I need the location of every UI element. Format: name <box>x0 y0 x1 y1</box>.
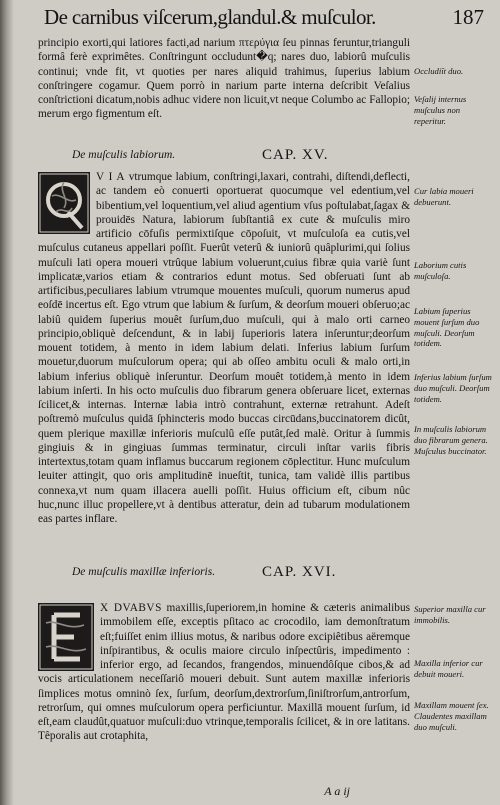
chapter-lead: V I A <box>96 171 126 183</box>
marginal-note: Cur labia moueri debuerunt. <box>414 186 474 207</box>
signature-mark: A a ij <box>324 784 350 798</box>
chapter-xv-text: vtrumque labium, conſtringi,laxari, contrahi, diſtendi,deflecti, ac tandem eò conuerti oportuerat quocumque vel edentium,vel bibentium,vel loquentium,vel aliud agentium vſus poſtulabat,ſagax & prouidēs Natura, labiorum ſubſtantiâ ex cute & muſculis miro artificio cōfuſis permixtiſque cōpoſuit, vt muſculoſa ea cutis,vel muſculus cutaneus appellari poſſit. Fuerût veterû & iuniorû quâplurimi,qui ſolius muſculi lati opera moueri vtrûque labium voluerunt,cuius fibræ quia variè ſunt implicatæ,varios etiam & contrarios edunt motus. Sed obſeruati ſunt ab artificibus,peculiares labium vtrumque mouentes muſculi, quorum numerus apud eoſdē incertus eſt. Ego vtrum que labium & ſurſum, & deorſum moueri obſeruo;ac labiû quidem ſuperius mouêt ſurſum,duo muſculi, qui à malo orti carneo principio,obliquè deſcendunt, & in labij ſuperioris latera inſeruntur;deorſum mouent totidem, à mento in idem labium delati. Inferius labium ſurſum mouetur,duorum muſculorum opera; qui ab oſſeo ambitu oculi & malo orti,in labium inferius obliquè inſeruntur. Deorſum mouêt totidem,à mento in idem labium inſerti. In his octo muſculis duo fibrarum genera obſeruare licet, externas ſcilicet,& internas. Internæ labia intrò contrahunt, externæ retrahunt. Adeſt poſtremò muſculus quidā ſphincteris modo buccas circūdans,buccinatorem dicût, quem plerique maxillæ inferioris muſculû eſſe putât,ſed malè. Oritur à ſummis gingiuis & in gingiuas ſummas terminatur, circuli inſtar variis fibris intertextus,totam quam inflamus buccarum regionem cōplectitur. Hunc muſculum leuiter attingit, quo oris amplitudinē inueſtit, tunica, tam validè illis partibus connexa,vt num quam illacera auelli poſſit. Huius officium eſt, cibum nûc huc,nunc illuc propellere,vt à dentibus atteratur, dein ad tubarum modulationem eas partes inflare. <box>38 171 410 525</box>
ornament-q-icon <box>38 172 90 234</box>
chapter-number: CAP. XV. <box>262 147 329 163</box>
marginal-note: In muſculis labiorum duo fibrarum genera. Muſculus buccinator. <box>414 424 488 456</box>
decorated-initial-q <box>38 172 90 234</box>
marginal-note: Occludiīt duo. <box>414 66 464 76</box>
marginal-note: Superior maxilla cur immobilis. <box>414 604 486 625</box>
decorated-initial-e <box>38 603 94 671</box>
chapter-heading-xvi <box>72 564 412 582</box>
running-header <box>44 3 484 33</box>
running-title: De carnibus viſcerum,glandul.& muſculor. <box>44 5 376 29</box>
chapter-lead: X DVABVS <box>100 602 162 614</box>
marginal-note: Laborium cutis muſculoſa. <box>414 260 467 281</box>
chapter-subtitle: De muſculis labiorum. <box>72 149 176 161</box>
marginal-note: Veſalij internus muſculus non reperitur. <box>414 94 467 126</box>
chapter-subtitle: De muſculis maxillæ inferioris. <box>72 566 216 578</box>
intro-paragraph <box>38 36 410 122</box>
ornament-e-icon <box>38 603 94 671</box>
chapter-xv-body <box>38 170 410 526</box>
marginal-note: Maxilla inferior cur debuit moueri. <box>414 658 483 679</box>
chapter-number: CAP. XVI. <box>262 564 337 580</box>
page-number: 187 <box>452 5 484 29</box>
marginal-note: Labium ſuperius mouent ſurſum duo muſculi. Deorſum totidem. <box>414 306 480 349</box>
marginal-note: Maxillam mouent ſex. Claudentes maxillam duo muſculi. <box>414 700 489 732</box>
chapter-xvi-body <box>38 601 410 744</box>
page-gutter-shadow <box>0 0 14 805</box>
chapter-xvi-text: maxillis,ſuperiorem,in homine & cæteris animalibus immobilem eſſe, exceptis pſitaco ac crocodilo, iam demonſtratum eſt;fuiſſet enim illius motus, & naribus odore excipiêtibus aëremque inſpirantibus, & oculis maiore circulo inſpectûris, impedimento : inferior ergo, ad ſecandos, frangendos, minuendôſque cibos,& ad vocis articulationem neceſſariô moueri debuit. Sunt autem maxillæ inferioris ſimplices motus omninò ſex, ſurſum, deorſum,dextrorſum,ſiniſtrorſum,antrorſum, retrorſum, qui omnes muſculorum opera perficiuntur. Maxillā mouent ſurſum, id eſt,eam claudût,quatuor muſculi:duo vtrinque,temporalis ſcilicet, & in ore latitans. Têporalis aut crotaphita, <box>38 602 410 743</box>
marginal-note: Inferius labium ſurſum duo muſculi. Deorſum totidem. <box>414 372 492 404</box>
intro-text: principio exorti,qui latiores facti,ad narium πτερύγια ſeu pinnas feruntur,trianguli formâ ferè exprimêtes. Conſtringunt occludunt�q; nares duo, labiorû muſculis continui; vnde fit, vt quoties per nares aliquid trahimus, ſuperius labium conſtringere cogamur. Quem porrò in narium parte interna deſcribit Veſalius conſtrictioni dicatum,nobis adhuc videre non licuit,vt neque Columbo ac Fallopio; merum ergo figmentum eſt. <box>38 37 410 121</box>
chapter-heading-xv <box>72 147 412 165</box>
